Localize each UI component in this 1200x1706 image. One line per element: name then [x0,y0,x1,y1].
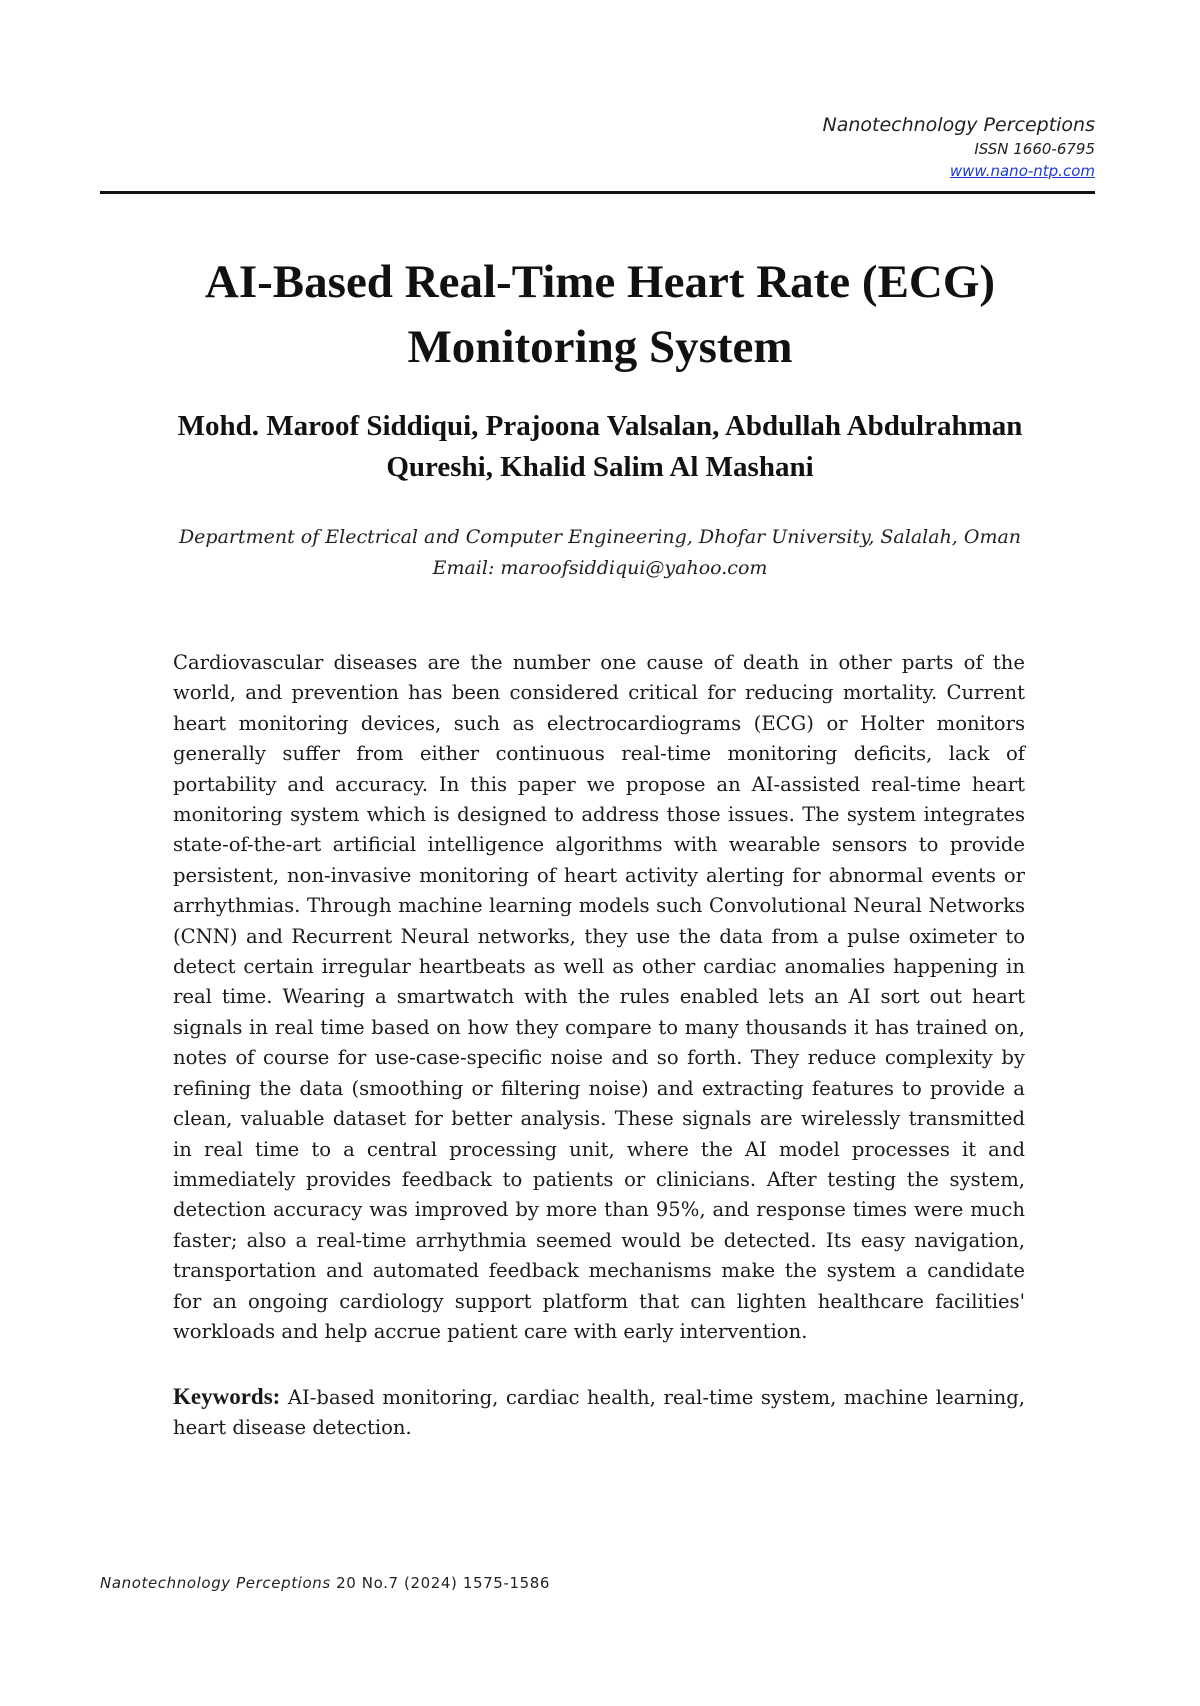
footer-pages: (2024) 1575-1586 [398,1574,551,1592]
affiliation: Department of Electrical and Computer Engineering, Dhofar University, Salalah, Oman [178,526,1022,548]
journal-header [822,112,1095,182]
journal-url-link[interactable]: www.nano-ntp.com [949,162,1095,180]
header-divider [100,191,1095,194]
page-footer [100,1574,550,1592]
author-list [100,406,1100,488]
abstract-text: Cardiovascular diseases are the number one cause of death in other parts of the world, and prevention has been considered critical for reducing mortality. Current heart monitoring devices, such as electrocardiograms (ECG) or Holter monitors generally suffer from either continuous real-time monitoring deficits, lack of portability and accuracy. In this paper we propose an AI-assisted real-time heart monitoring system which is designed to address those issues. The system integrates state-of-the-art artificial intelligence algorithms with wearable sensors to provide persistent, non-invasive monitoring of heart activity alerting for abnormal events or arrhythmias. Through machine learning models such Convolutional Neural Networks (CNN) and Recurrent Neural networks, they use the data from a pulse oximeter to detect certain irregular heartbeats as well as other cardiac anomalies happening in real time. Wearing a smartwatch with the rules enabled lets an AI sort out heart signals in real time based on how they compare to many thousands it has trained on, notes of course for use-case-specific noise and so forth. They reduce complexity by refining the data (smoothing or filtering noise) and extracting features to provide a clean, valuable dataset for better analysis. These signals are wirelessly transmitted in real time to a central processing unit, where the AI model processes it and immediately provides feedback to patients or clinicians. After testing the system, detection accuracy was improved by more than 95%, and response times were much faster; also a real-time arrhythmia seemed would be detected. Its easy navigation, transportation and automated feedback mechanisms make the system a candidate for an ongoing cardiology support platform that can lighten healthcare facilities' workloads and help accrue patient care with early intervention. [173,651,1025,1343]
paper-title-line-2: Monitoring System [407,321,793,373]
paper-title-line-1: AI-Based Real-Time Heart Rate (ECG) [204,256,996,308]
affiliation-block [100,522,1100,584]
footer-issue: No.7 [361,1574,399,1592]
keywords [173,1382,1025,1444]
journal-name: Nanotechnology Perceptions [822,114,1095,136]
footer-volume: 20 [330,1574,362,1592]
keywords-label: Keywords: [173,1384,281,1409]
keywords-text: AI-based monitoring, cardiac health, real-time system, machine learning, heart disease detection. [173,1386,1025,1440]
paper-title [100,250,1100,380]
author-list-line-2: Qureshi, Khalid Salim Al Mashani [386,451,814,483]
footer-journal: Nanotechnology Perceptions [100,1574,331,1592]
journal-issn: ISSN 1660-6795 [974,140,1095,158]
author-email: Email: maroofsiddiqui@yahoo.com [432,557,768,579]
author-list-line-1: Mohd. Maroof Siddiqui, Prajoona Valsalan, Abdullah Abdulrahman [177,410,1023,442]
